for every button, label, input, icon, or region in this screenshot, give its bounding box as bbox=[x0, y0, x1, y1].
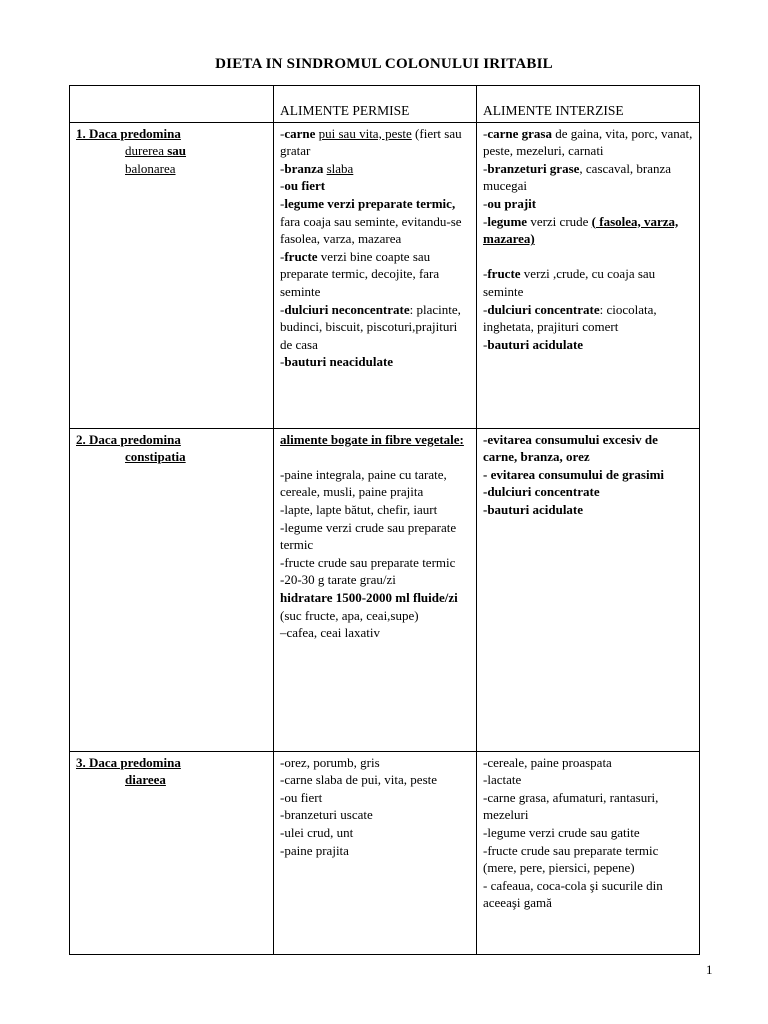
list-item: -ou prajit bbox=[483, 195, 537, 211]
list-item: -carne pui sau vita, peste (fiert sau gratar bbox=[280, 125, 462, 159]
list-item: -lapte, lapte bătut, chefir, iaurt bbox=[280, 501, 438, 517]
table-row bbox=[70, 428, 700, 751]
list-item: -bauturi acidulate bbox=[483, 501, 584, 517]
condition-cell bbox=[70, 122, 274, 428]
header-permitted: ALIMENTE PERMISE bbox=[274, 86, 477, 123]
permitted-cell bbox=[274, 122, 477, 428]
forbidden-cell bbox=[477, 428, 700, 751]
header-forbidden: ALIMENTE INTERZISE bbox=[477, 86, 700, 123]
list-item: - evitarea consumului de grasimi bbox=[483, 466, 665, 482]
table-row bbox=[70, 751, 700, 954]
list-item: hidratare 1500-2000 ml fluide/zi (suc fructe, apa, ceai,supe) bbox=[280, 589, 458, 623]
list-heading: alimente bogate in fibre vegetale: bbox=[280, 431, 464, 447]
table-row bbox=[70, 122, 700, 428]
list-item: -dulciuri neconcentrate: placinte, budinci, biscuit, piscoturi,prajituri de casa bbox=[280, 301, 461, 352]
list-item: -branzeturi uscate bbox=[280, 807, 373, 823]
forbidden-cell bbox=[477, 122, 700, 428]
list-item: -paine prajita bbox=[280, 842, 349, 858]
spacer bbox=[280, 448, 470, 466]
list-item: -fructe verzi bine coapte sau preparate termic, decojite, fara seminte bbox=[280, 248, 440, 299]
list-item: -legume verzi crude sau preparate termic bbox=[280, 519, 457, 553]
permitted-cell bbox=[274, 428, 477, 751]
list-item: -fructe crude sau preparate termic (mere, pere, piersici, pepene) bbox=[483, 842, 659, 876]
condition-text: durerea sau balonarea bbox=[125, 143, 187, 176]
condition-text: constipatia bbox=[125, 449, 186, 465]
list-item: -carne slaba de pui, vita, peste bbox=[280, 772, 438, 788]
list-item: -carne grasa de gaina, vita, porc, vanat, peste, mezeluri, carnati bbox=[483, 125, 693, 159]
list-item: - cafeaua, coca-cola şi sucurile din aceeaşi gamă bbox=[483, 877, 663, 911]
list-item: -branza slaba bbox=[280, 160, 354, 176]
condition-number: 1. Daca predomina bbox=[76, 125, 181, 141]
page-number: 1 bbox=[706, 962, 713, 977]
header-row bbox=[70, 86, 700, 123]
list-item: -branzeturi grase, cascaval, branza mucegai bbox=[483, 160, 672, 194]
list-item: -ou fiert bbox=[280, 178, 326, 194]
condition-text: diareea bbox=[125, 772, 166, 788]
list-item: -cereale, paine proaspata bbox=[483, 754, 612, 770]
list-item: -20-30 g tarate grau/zi bbox=[280, 572, 396, 588]
list-item: -legume verzi preparate termic, fara coaja sau seminte, evitandu-se fasolea, varza, mazarea bbox=[280, 195, 462, 247]
condition-number: 2. Daca predomina bbox=[76, 431, 181, 447]
condition-number: 3. Daca predomina bbox=[76, 754, 181, 770]
forbidden-cell bbox=[477, 751, 700, 954]
list-item: -ulei crud, unt bbox=[280, 824, 354, 840]
list-item: -dulciuri concentrate bbox=[483, 484, 600, 500]
list-item: -ou fiert bbox=[280, 789, 323, 805]
list-item: -paine integrala, paine cu tarate, cereale, musli, paine prajita bbox=[280, 466, 447, 500]
list-item: -lactate bbox=[483, 772, 522, 788]
list-item: -orez, porumb, gris bbox=[280, 754, 380, 770]
list-item: -fructe crude sau preparate termic bbox=[280, 554, 456, 570]
list-item: -dulciuri concentrate: ciocolata, inghetata, prajituri comert bbox=[483, 301, 657, 335]
list-item: -legume verzi crude sau gatite bbox=[483, 824, 640, 840]
list-item: -legume verzi crude ( fasolea, varza, mazarea) bbox=[483, 213, 679, 247]
spacer bbox=[483, 248, 693, 266]
header-empty-cell bbox=[70, 86, 274, 123]
document-title: DIETA IN SINDROMUL COLONULUI IRITABIL bbox=[215, 56, 553, 72]
list-item: -evitarea consumului excesiv de carne, branza, orez bbox=[483, 431, 658, 465]
list-item: –cafea, ceai laxativ bbox=[280, 625, 380, 641]
condition-cell bbox=[70, 428, 274, 751]
list-item: -bauturi acidulate bbox=[483, 336, 584, 352]
condition-cell bbox=[70, 751, 274, 954]
list-item: -fructe verzi ,crude, cu coaja sau seminte bbox=[483, 266, 656, 299]
list-item: -bauturi neacidulate bbox=[280, 354, 394, 370]
list-item: -carne grasa, afumaturi, rantasuri, mezeluri bbox=[483, 789, 659, 823]
permitted-cell bbox=[274, 751, 477, 954]
diet-table bbox=[69, 85, 700, 955]
